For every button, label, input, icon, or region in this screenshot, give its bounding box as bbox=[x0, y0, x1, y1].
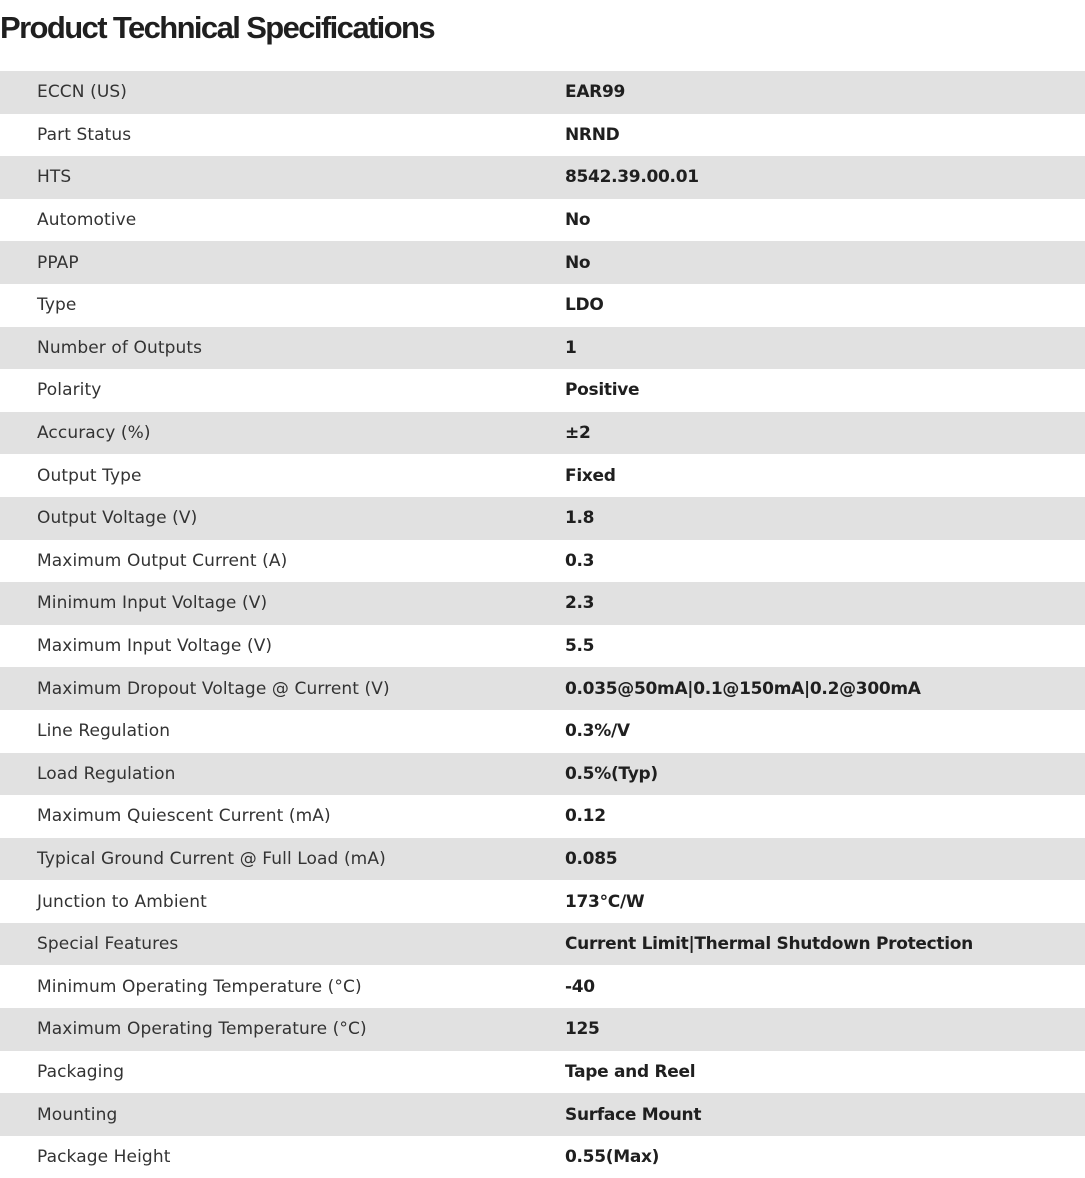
spec-row bbox=[0, 1136, 1085, 1178]
spec-row bbox=[0, 71, 1085, 114]
spec-row bbox=[0, 838, 1085, 881]
spec-value: 0.3%/V bbox=[565, 721, 630, 742]
spec-label: Type bbox=[37, 295, 77, 316]
spec-row bbox=[0, 327, 1085, 370]
spec-value: Tape and Reel bbox=[565, 1061, 696, 1082]
spec-label: Automotive bbox=[37, 210, 137, 231]
spec-value: ±2 bbox=[565, 423, 591, 444]
spec-value: 173°C/W bbox=[565, 891, 645, 912]
spec-row bbox=[0, 667, 1085, 710]
spec-label: Mounting bbox=[37, 1104, 118, 1125]
spec-label: Junction to Ambient bbox=[37, 891, 207, 912]
spec-value: No bbox=[565, 210, 591, 231]
spec-label: Line Regulation bbox=[37, 721, 171, 742]
spec-label: Output Type bbox=[37, 465, 142, 486]
spec-value: -40 bbox=[565, 976, 595, 997]
spec-row bbox=[0, 284, 1085, 327]
spec-label: Maximum Operating Temperature (°C) bbox=[37, 1019, 367, 1040]
spec-label: Load Regulation bbox=[37, 763, 176, 784]
spec-row bbox=[0, 923, 1085, 966]
spec-row bbox=[0, 1051, 1085, 1094]
spec-row bbox=[0, 540, 1085, 583]
spec-label: Minimum Operating Temperature (°C) bbox=[37, 976, 362, 997]
spec-row bbox=[0, 241, 1085, 284]
spec-value: 0.12 bbox=[565, 806, 606, 827]
spec-row bbox=[0, 497, 1085, 540]
spec-label: Part Status bbox=[37, 124, 132, 145]
spec-label: Typical Ground Current @ Full Load (mA) bbox=[37, 848, 386, 869]
spec-row bbox=[0, 625, 1085, 668]
spec-label: PPAP bbox=[37, 252, 79, 273]
spec-label: Maximum Quiescent Current (mA) bbox=[37, 806, 331, 827]
spec-value: 125 bbox=[565, 1019, 600, 1040]
spec-value: 2.3 bbox=[565, 593, 595, 614]
spec-label: Packaging bbox=[37, 1061, 125, 1082]
spec-label: Number of Outputs bbox=[37, 337, 203, 358]
spec-value: No bbox=[565, 252, 591, 273]
spec-row bbox=[0, 156, 1085, 199]
spec-label: Special Features bbox=[37, 934, 179, 955]
spec-row bbox=[0, 199, 1085, 242]
spec-row bbox=[0, 1093, 1085, 1136]
spec-table bbox=[0, 71, 1085, 1178]
spec-label: ECCN (US) bbox=[37, 82, 128, 103]
spec-row bbox=[0, 1008, 1085, 1051]
spec-label: Output Voltage (V) bbox=[37, 508, 198, 529]
spec-value: LDO bbox=[565, 295, 604, 316]
spec-row bbox=[0, 795, 1085, 838]
spec-row bbox=[0, 582, 1085, 625]
spec-label: HTS bbox=[37, 167, 72, 188]
spec-row bbox=[0, 753, 1085, 796]
spec-value: 0.55(Max) bbox=[565, 1147, 660, 1168]
spec-value: Surface Mount bbox=[565, 1104, 702, 1125]
spec-value: 1 bbox=[565, 337, 577, 358]
spec-row bbox=[0, 412, 1085, 455]
spec-row bbox=[0, 454, 1085, 497]
spec-value: 0.085 bbox=[565, 848, 618, 869]
spec-value: 0.5%(Typ) bbox=[565, 763, 658, 784]
spec-row bbox=[0, 369, 1085, 412]
spec-row bbox=[0, 114, 1085, 157]
spec-row bbox=[0, 965, 1085, 1008]
spec-value: 5.5 bbox=[565, 636, 595, 657]
spec-row bbox=[0, 880, 1085, 923]
spec-label: Maximum Dropout Voltage @ Current (V) bbox=[37, 678, 390, 699]
spec-label: Accuracy (%) bbox=[37, 423, 151, 444]
spec-value: Current Limit|Thermal Shutdown Protection bbox=[565, 934, 973, 955]
spec-label: Polarity bbox=[37, 380, 102, 401]
spec-value: EAR99 bbox=[565, 82, 626, 103]
spec-value: NRND bbox=[565, 124, 620, 145]
spec-value: 1.8 bbox=[565, 508, 595, 529]
page-title: Product Technical Specifications bbox=[0, 10, 435, 45]
spec-label: Maximum Output Current (A) bbox=[37, 550, 288, 571]
spec-row bbox=[0, 710, 1085, 753]
spec-value: 0.035@50mA|0.1@150mA|0.2@300mA bbox=[565, 678, 921, 699]
spec-value: Positive bbox=[565, 380, 640, 401]
spec-label: Minimum Input Voltage (V) bbox=[37, 593, 268, 614]
spec-label: Maximum Input Voltage (V) bbox=[37, 636, 273, 657]
spec-label: Package Height bbox=[37, 1147, 171, 1168]
spec-value: 0.3 bbox=[565, 550, 595, 571]
spec-value: Fixed bbox=[565, 465, 616, 486]
spec-value: 8542.39.00.01 bbox=[565, 167, 699, 188]
